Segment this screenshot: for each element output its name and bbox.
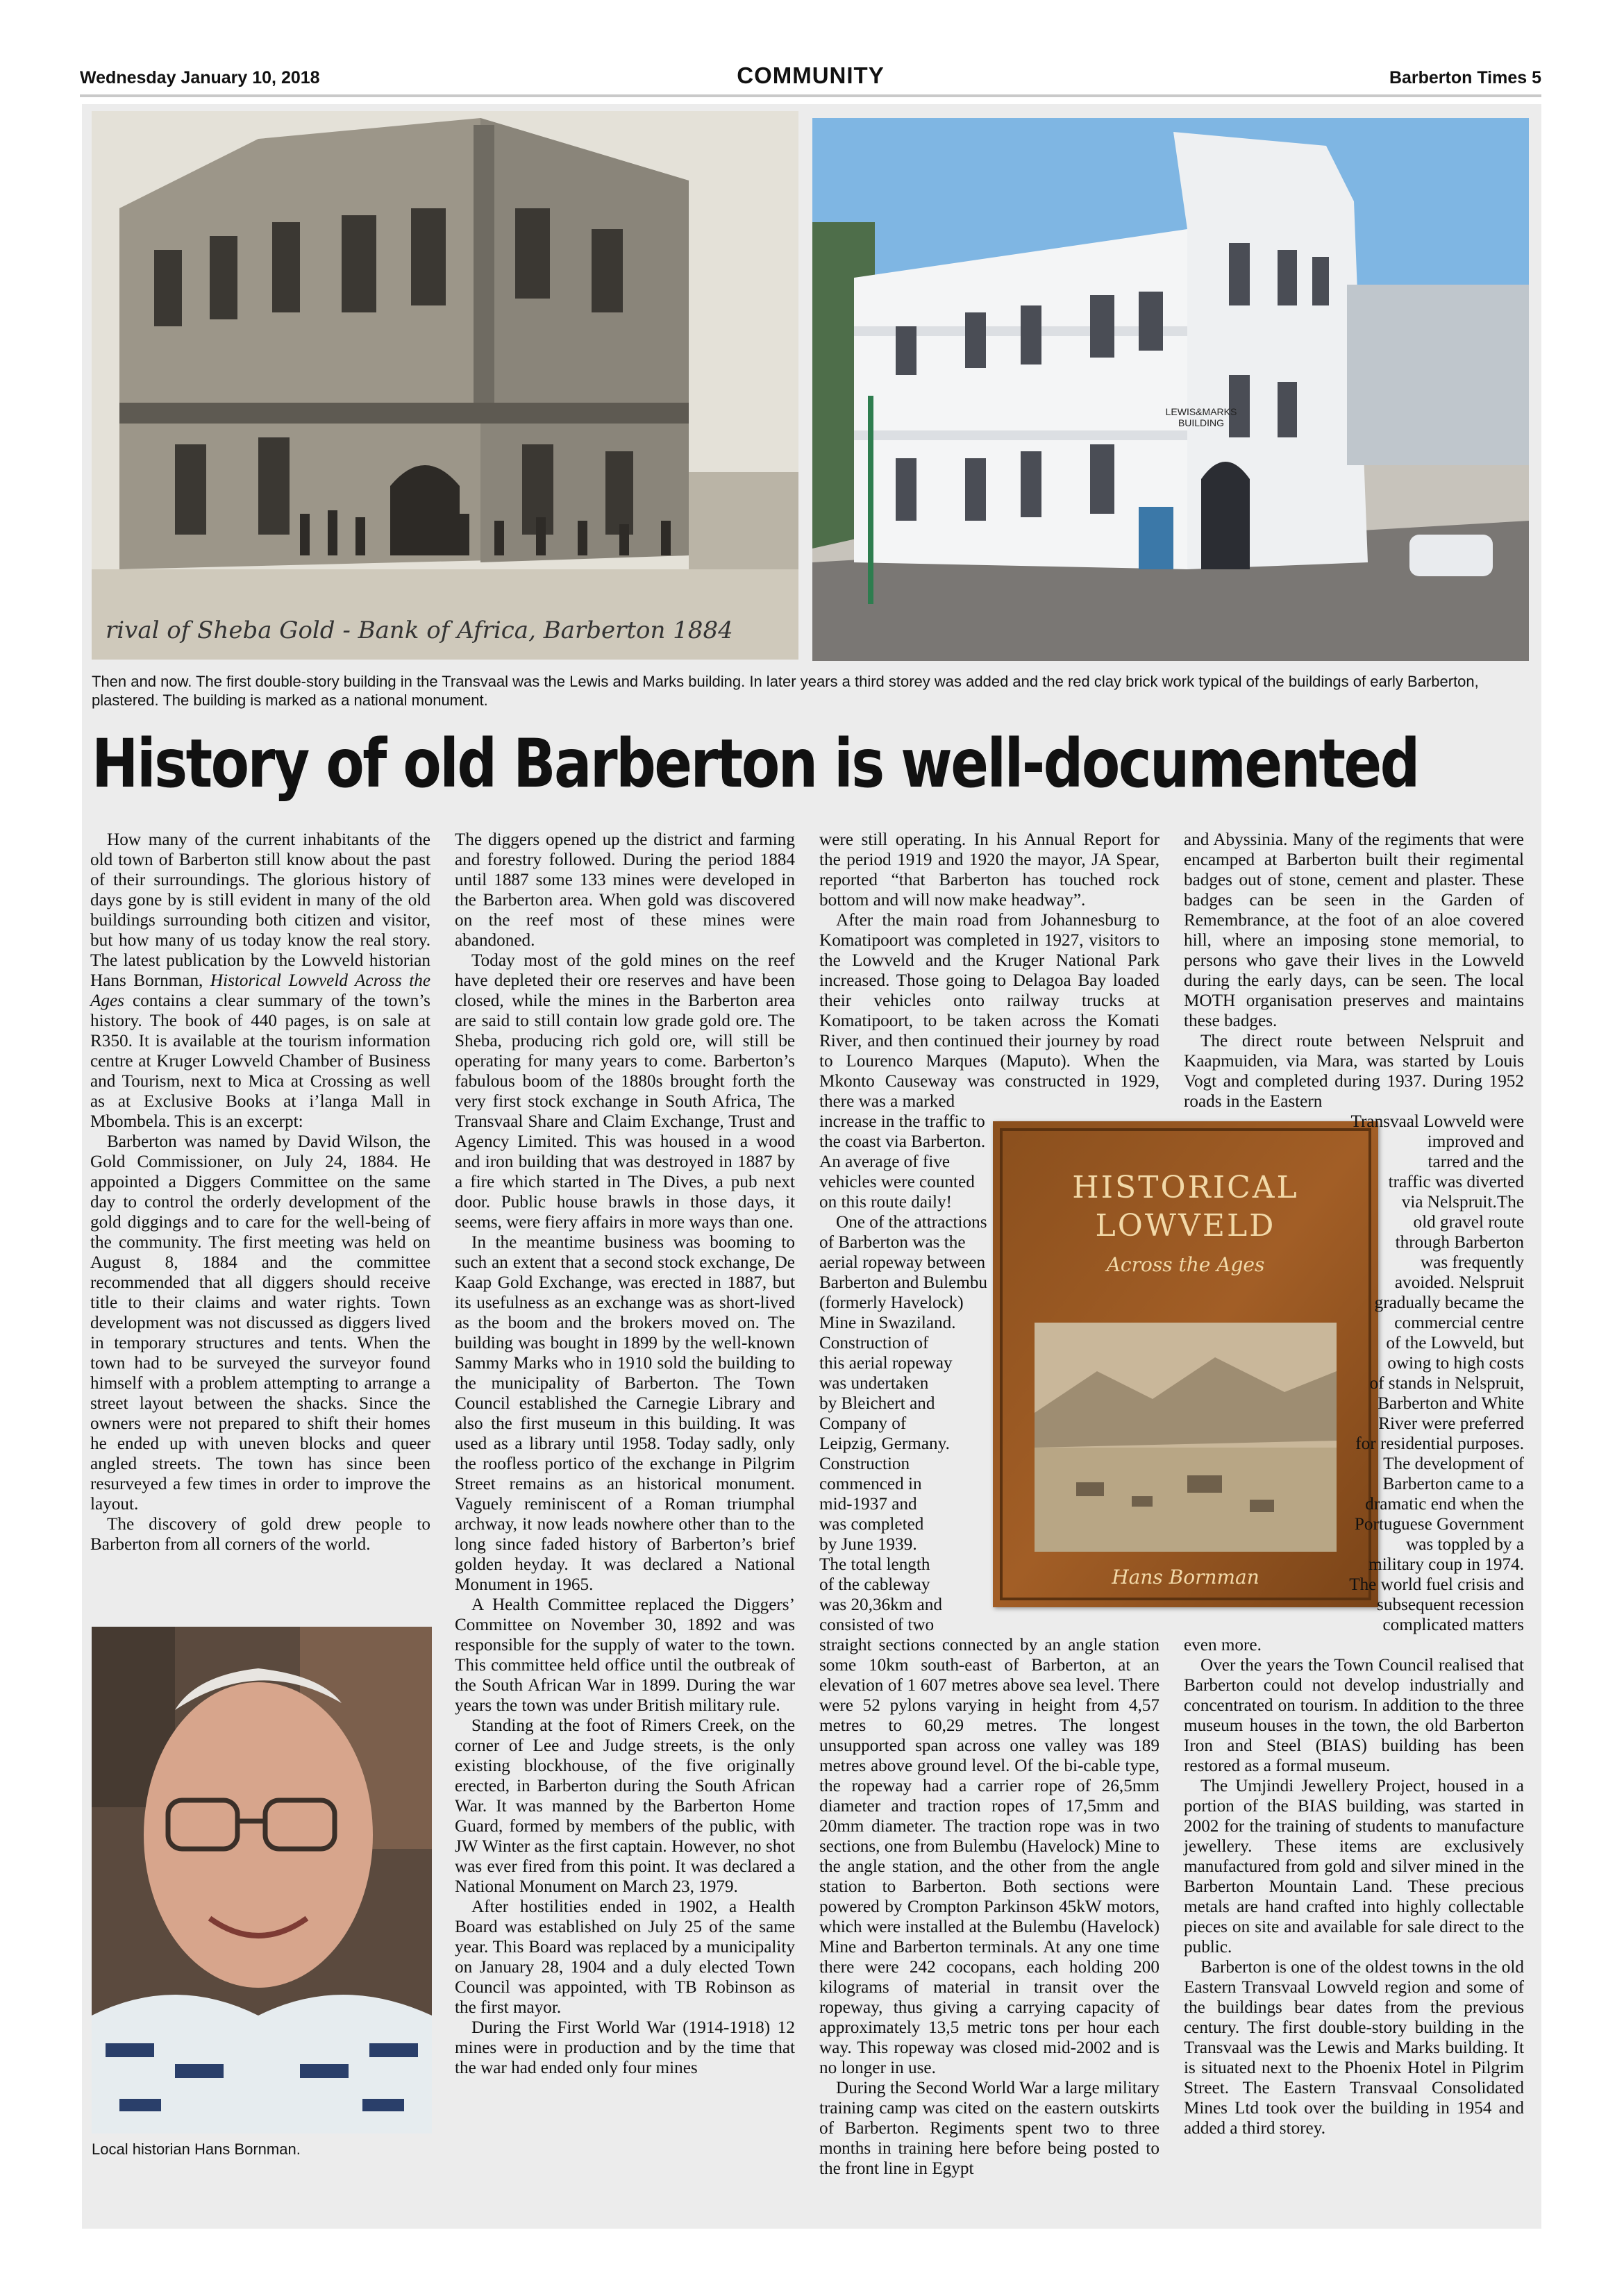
text-line: Barberton and White	[1378, 1394, 1524, 1413]
text-line: increase in the traffic to	[819, 1112, 985, 1131]
column-1	[90, 830, 430, 1555]
issue-date: Wednesday January 10, 2018	[80, 68, 320, 87]
text-line: One of the attractions	[836, 1213, 987, 1232]
page-header	[80, 62, 1541, 90]
text-line: the coast via Barberton.	[819, 1132, 986, 1151]
text-line: complicated matters	[1382, 1616, 1524, 1634]
column-3-top	[819, 830, 1160, 1112]
text-line: (formerly Havelock)	[819, 1293, 964, 1312]
text-line: subsequent recession	[1377, 1595, 1524, 1614]
text-line: traffic was diverted	[1388, 1173, 1524, 1191]
text-line: Portuguese Government	[1354, 1515, 1524, 1534]
paragraph: After hostilities ended in 1902, a Health Board was established on July 25 of the same year. This Board was replaced by a municipality on January 28, 1904 and a duly elected Town Council was appointed, with TB Robinson as the first mayor.	[455, 1897, 795, 2017]
text-line: was toppled by a	[1406, 1535, 1524, 1554]
text-line: by Bleichert and	[819, 1394, 935, 1413]
book-subtitle: Across the Ages	[1106, 1253, 1265, 1276]
text-line: via Nelspruit.The	[1401, 1193, 1524, 1212]
paragraph: Barberton is one of the oldest towns in the old Eastern Transvaal Lowveld region and some of the buildings bear dates from the previous century. The first double-story building in the Transvaal was the Lewis and Marks building. It is situated next to the Phoenix Hotel in Pilgrim Street. The Eastern Transvaal Consolidated Mines Ltd took over the building in 1954 and added a third storey.	[1184, 1958, 1524, 2138]
paragraph: The discovery of gold drew people to Barberton from all corners of the world.	[90, 1515, 430, 1554]
text-line: River were preferred	[1378, 1414, 1524, 1433]
column-3-bottom	[819, 1635, 1160, 2179]
hans-bornman-portrait	[92, 1627, 432, 2134]
text-line: this aerial ropeway	[819, 1354, 953, 1373]
header-rule	[80, 94, 1541, 97]
paragraph: Today most of the gold mines on the reef have depleted their ore reserves and have been closed, while the mines in the Barberton area are said to still contain low grade gold ore. The Sheba, producing rich gold ore, will still be operating for many years to come. Barberton’s fabulous boom of the 1880s brought forth the very first stock exchange in South Africa, The Transvaal Share and Claim Exchange, Trust and Agency Limited. This was housed in a wood and iron building that was destroyed in 1887 by a fire which started in The Dives, a pub next door. Public house brawls in those days, it seems, were fiery affairs in more ways than one.	[455, 951, 795, 1232]
paper-name-page: Barberton Times 5	[1389, 68, 1541, 87]
text-line: military coup in 1974.	[1368, 1555, 1524, 1574]
section-title: COMMUNITY	[737, 62, 885, 88]
paragraph: straight sections connected by an angle station some 10km south-east of Barberton, at an elevation of 1 607 metres above sea level. There were 52 pylons varying in height from 4,57 metres to 60,29 metres. The longest unsupported span across one valley was 189 metres above ground level. Of the bi-cable type, the ropeway had a carrier rope of 26,5mm diameter and traction ropes of 17,5mm and 20mm diameter. The traction rope was in two sections, one from Bulembu (Havelock) Mine to the angle station, and the other from the angle station to Barberton. Both sections were powered by Crompton Parkinson 45kW motors, which were installed at the Bulembu (Havelock) Mine and Barberton terminals. At any one time there were 242 cocopans, each holding 200 kilograms of material in transit over the ropeway, thus giving a carrying capacity of approximately 13,5 metric tons per hour each way. This ropeway was closed mid-2002 and is no longer in use.	[819, 1636, 1160, 2077]
photo-handwriting: rival of Sheba Gold - Bank of Africa, Barberton 1884	[106, 617, 733, 644]
text-line: aerial ropeway between	[819, 1253, 986, 1272]
text-line: was frequently	[1421, 1253, 1524, 1272]
text-line: vehicles were counted	[819, 1173, 975, 1191]
book-author: Hans Bornman	[1112, 1566, 1259, 1589]
text-line: gradually became the	[1374, 1293, 1524, 1312]
text-line: Transvaal Lowveld were	[1350, 1112, 1524, 1131]
paragraph: Standing at the foot of Rimers Creek, on the corner of Lee and Judge streets, is the only existing blockhouse, of the five originally erected, in Barberton during the South African War. It was manned by the Barberton Home Guard, formed by members of the public, with JW Winter as the first captain. However, no shot was ever fired from this point. It was declared a National Monument on March 23, 1979.	[455, 1716, 795, 1896]
col1-p1-text-b: contains a clear summary of the town’s history. The book of 440 pages, is on sale at R350. It is available at the tourism information centre at Kruger Lowveld Chamber of Business and Tourism, next to Mica at Crossing as well as at Exclusive Books at i’langa Mall in Mbombela. This is an excerpt:	[90, 991, 430, 1131]
text-line: of stands in Nelspruit,	[1369, 1374, 1524, 1393]
building-sign: LEWIS&MARKS BUILDING	[1165, 406, 1237, 428]
column-4-bottom	[1184, 1635, 1524, 2138]
text-line: An average of five	[819, 1153, 951, 1171]
text-line: was 20,36km and	[819, 1595, 942, 1614]
text-line: Construction of	[819, 1334, 929, 1352]
lewis-marks-building-photo	[812, 118, 1529, 661]
text-line: Construction	[819, 1455, 910, 1473]
book-title-line-1: HISTORICAL	[1072, 1170, 1299, 1205]
text-line: through Barberton	[1395, 1233, 1524, 1252]
main-photo-caption: Then and now. The first double-story building in the Transvaal was the Lewis and Marks building. In later years a third storey was added and the red clay brick work typical of the buildings of early Barberton, plastered. The building is marked as a national monument.	[92, 673, 1479, 709]
text-line: avoided. Nelspruit	[1394, 1273, 1524, 1292]
book-title-line-2: LOWVELD	[1095, 1208, 1276, 1243]
text-line: The world fuel crisis and	[1349, 1575, 1524, 1594]
text-line: of the cableway	[819, 1575, 930, 1594]
text-line: on this route daily!	[819, 1193, 952, 1212]
text-line: Mine in Swaziland.	[819, 1314, 956, 1332]
text-line: The development of	[1383, 1455, 1524, 1473]
paragraph: In the meantime business was booming to such an extent that a second stock exchange, De Kaap Gold Exchange, was erected in 1887, but its usefulness as an exchange was as short-lived as the boom and the brokers moved on. The building was bought in 1899 by the well-known Sammy Marks who in 1910 sold the building to the municipality of Barberton. The Town Council established the Carnegie Library and also the first museum in this building. It was used as a library until 1958. Today sadly, only the roofless portico of the exchange in Pilgrim Street remains as an historical monument. Vaguely reminiscent of a Roman triumphal archway, it now leads nowhere other than to the long since faded history of Barberton’s brief golden heyday. It was declared a National Monument in 1965.	[455, 1233, 795, 1594]
text-line: of the Lowveld, but	[1386, 1334, 1524, 1352]
text-line: tarred and the	[1428, 1153, 1524, 1171]
text-line: Barberton came to a	[1382, 1475, 1524, 1493]
text-line: owing to high costs	[1387, 1354, 1524, 1373]
text-line: of Barberton was the	[819, 1233, 966, 1252]
paragraph: After the main road from Johannesburg to Komatipoort was completed in 1927, visitors to the Lowveld and the Kruger National Park increased. Those going to Delagoa Bay loaded their vehicles onto railway trucks at Komatipoort, to be taken across the Komati River, and then continued their journey by road to Lourenco Marques (Maputo). When the Mkonto Causeway was constructed in 1929, there was a marked	[819, 911, 1160, 1111]
paragraph: Over the years the Town Council realised that Barberton could not develop industrially and concentrated on tourism. In addition to the three museum houses in the town, the old Barberton Iron and Steel (BIAS) building has been restored as a formal museum.	[1184, 1656, 1524, 1775]
text-line: dramatic end when the	[1365, 1495, 1524, 1514]
text-line: for residential purposes.	[1355, 1434, 1524, 1453]
text-line: commenced in	[819, 1475, 922, 1493]
col1-p1-text-a: How many of the current inhabitants of the old town of Barberton still know about the past of their surroundings. The glorious history of days gone by is still evident in many of the old buildings surrounding both citizen and visitor, but how many of us today know the real story. The latest publication by the Lowveld historian Hans Bornman,	[90, 830, 430, 990]
text-line: Barberton and Bulembu	[819, 1273, 988, 1292]
portrait-caption: Local historian Hans Bornman.	[92, 2140, 301, 2158]
column-2	[455, 830, 795, 2078]
column-4-narrow	[1316, 1112, 1524, 1635]
text-line: commercial centre	[1394, 1314, 1524, 1332]
paragraph: Barberton was named by David Wilson, the Gold Commissioner, on July 24, 1884. He appointed a Diggers Committee on the same day to control the orderly development of the gold diggings and to care for the well-being of the community. The first meeting was held on August 8, 1884 and the committee recommended that all diggers should receive title to their claims and water rights. Town development was not discussed as diggers lived in temporary structures and tents. When the town had to be surveyed the surveyor found himself with a problem attempting to arrange a street layout between the shacks. Since the owners were not prepared to shift their homes he ended up with uneven blocks and queer angled streets. The town has since been resurveyed a few times in order to improve the layout.	[90, 1132, 430, 1514]
column-3-narrow	[819, 1112, 993, 1635]
text-line: by June 1939.	[819, 1535, 917, 1554]
paragraph: The diggers opened up the district and farming and forestry followed. During the period 1884 until 1887 some 133 mines were developed in the Barberton area. When gold was discovered on the reef most of these mines were abandoned.	[455, 830, 795, 950]
paragraph: even more.	[1184, 1636, 1262, 1654]
paragraph: The Umjindi Jewellery Project, housed in a portion of the BIAS building, was started in 2002 for the training of students to manufacture jewellery. These items are exclusively manufactured from gold and silver mined in the Barberton Mountain Land. These precious metals are hand crafted into highly collectable pieces on site and available for sale direct to the public.	[1184, 1777, 1524, 1956]
paragraph: were still operating. In his Annual Report for the period 1919 and 1920 the mayor, JA Spear, reported “that Barberton has touched rock bottom and will now make headway”.	[819, 830, 1160, 910]
text-line: was completed	[819, 1515, 924, 1534]
text-line: mid-1937 and	[819, 1495, 917, 1514]
paragraph: The direct route between Nelspruit and Kaapmuiden, via Mara, was started by Louis Vogt and completed during 1937. During 1952 roads in the Eastern	[1184, 1032, 1524, 1111]
paragraph: During the Second World War a large military training camp was cited on the eastern outskirts of Barberton. Regiments spent two to three months in training here before being posted to the front line in Egypt	[819, 2079, 1160, 2178]
text-line: was undertaken	[819, 1374, 929, 1393]
paragraph: During the First World War (1914-1918) 12 mines were in production and by the time that the war had ended only four mines	[455, 2018, 795, 2077]
column-4-top	[1184, 830, 1524, 1112]
text-line: old gravel route	[1413, 1213, 1524, 1232]
text-line: consisted of two	[819, 1616, 935, 1634]
book-title-italic: Historical Lowveld Across the Ages	[90, 971, 430, 1010]
text-line: Company of	[819, 1414, 907, 1433]
paragraph: and Abyssinia. Many of the regiments that were encamped at Barberton built their regimental badges out of stone, cement and plaster. These badges can be seen in the Garden of Remembrance, at the foot of an aloe covered hill, where an imposing stone memorial, to persons who gave their lives in the Lowveld during the early days, can be seen. The local MOTH organisation preserves and maintains these badges.	[1184, 830, 1524, 1030]
text-line: The total length	[819, 1555, 930, 1574]
old-building-photo	[92, 111, 798, 660]
text-line: improved and	[1427, 1132, 1524, 1151]
paragraph	[90, 830, 430, 1132]
paragraph: A Health Committee replaced the Diggers’ Committee on November 30, 1892 and was responsible for the supply of water to the town. This committee held office until the outbreak of the South African War in 1899. During the war years the town was under British military rule.	[455, 1595, 795, 1715]
article-headline: History of old Barberton is well-documented	[92, 725, 1418, 803]
text-line: Leipzig, Germany.	[819, 1434, 950, 1453]
